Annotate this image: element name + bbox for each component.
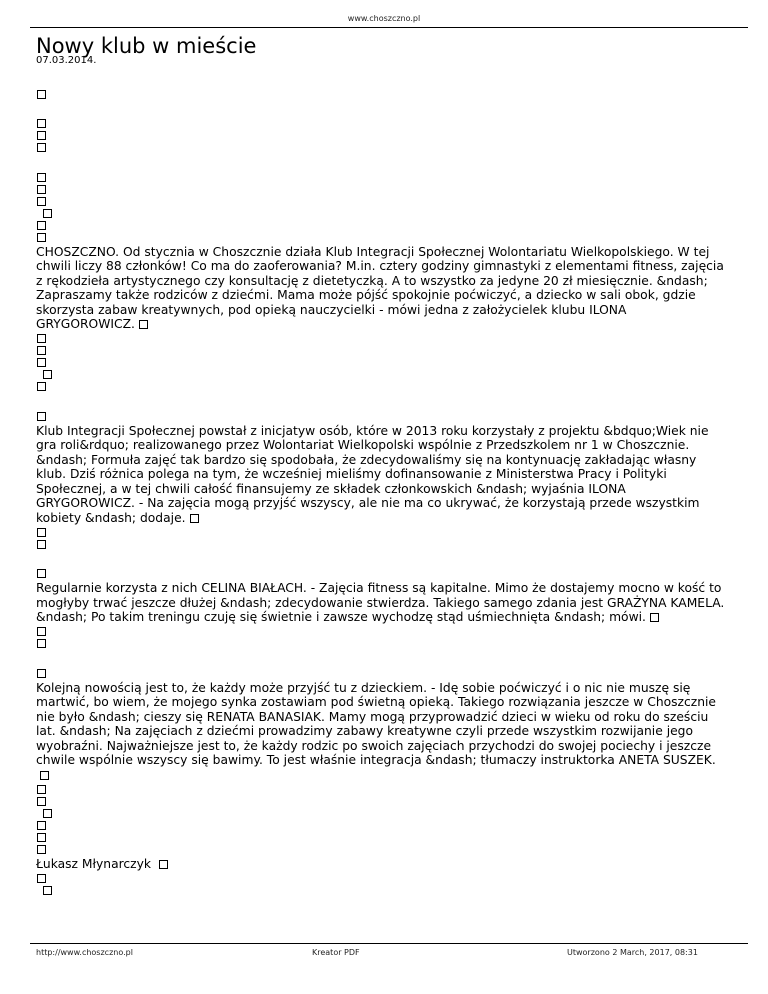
missing-glyph-box <box>37 412 46 421</box>
missing-glyph-box <box>37 540 46 549</box>
missing-glyph-box <box>40 771 49 780</box>
missing-glyph-box <box>37 785 46 794</box>
header-site-url: www.choszczno.pl <box>347 14 421 23</box>
missing-glyph-box <box>37 221 46 230</box>
missing-glyph-box <box>37 845 46 854</box>
missing-glyph-box <box>43 886 52 895</box>
missing-glyph-box <box>37 382 46 391</box>
missing-glyph-box <box>43 209 52 218</box>
missing-glyph-box <box>37 197 46 206</box>
missing-glyph-box <box>37 569 46 578</box>
missing-glyph-box <box>37 639 46 648</box>
missing-glyph-box <box>37 627 46 636</box>
blank-line <box>36 155 726 170</box>
blank-line <box>36 552 726 567</box>
article-paragraph: Kolejną nowością jest to, że każdy może przyjść tu z dzieckiem. - Idę sobie poćwiczyć i o nic nie muszę się martwić, bo wiem, że mojego synka zostawiam pod świetną opieką. Takiego rozwiązania jeszcze w Choszcznie nie było &ndash; cieszy się RENATA BANASIAK. Mamy mogą przyprowadzić dzieci w wieku od roku do sześciu lat. &ndash; Na zajęciach z dziećmi prowadzimy zabawy kreatywne czyli przede wszystkim rozwijanie jego wyobraźni. Najważniejsze jest to, że każdy rodzic po swoich zajęciach przychodzi do swojej pociechy i jeszcze chwile wspólnie wszyscy się bawimy. To jest właśnie integracja &ndash; tłumaczy instruktorka ANETA SUSZEK. <box>36 681 726 783</box>
header-divider <box>30 27 748 28</box>
missing-glyph-box <box>37 119 46 128</box>
article-date: 07.03.2014. <box>36 55 97 66</box>
blank-line <box>36 102 726 117</box>
footer-creator: Kreator PDF <box>312 948 360 957</box>
blank-line <box>36 651 726 666</box>
missing-glyph-box <box>37 669 46 678</box>
missing-glyph-box <box>37 90 46 99</box>
footer-created: Utworzono 2 March, 2017, 08:31 <box>567 948 698 957</box>
footer-divider <box>30 943 748 944</box>
missing-glyph-box <box>37 131 46 140</box>
article-paragraph: Klub Integracji Społecznej powstał z inicjatyw osób, które w 2013 roku korzystały z projektu &bdquo;Wiek nie gra roli&rdquo; realizowanego przez Wolontariat Wielkopolski wspólnie z Przedszkolem nr 1 w Choszcznie. &ndash; Formuła zajęć tak bardzo się spodobała, że zdecydowaliśmy się na kontynuację zakładając własny klub. Dziś różnica polega na tym, że wcześniej mieliśmy dofinansowanie z Ministerstwa Pracy i Polityki Społecznej, a w tej chwili całość finansujemy ze składek członkowskich &ndash; wyjaśnia ILONA GRYGOROWICZ. - Na zajęcia mogą przyjść wszyscy, ale nie ma co ukrywać, że korzystają przede wszystkim kobiety &ndash; dodaje. <box>36 423 709 525</box>
missing-glyph-box <box>37 358 46 367</box>
missing-glyph-box <box>43 370 52 379</box>
missing-glyph-box <box>37 185 46 194</box>
missing-glyph-box <box>37 143 46 152</box>
missing-glyph-box <box>37 233 46 242</box>
missing-glyph-box <box>37 173 46 182</box>
missing-glyph-box <box>37 833 46 842</box>
footer-url: http://www.choszczno.pl <box>36 948 133 957</box>
missing-glyph-box <box>37 346 46 355</box>
missing-glyph-box <box>159 860 168 869</box>
missing-glyph-box <box>37 797 46 806</box>
missing-glyph-box <box>43 809 52 818</box>
article-paragraph: Regularnie korzysta z nich CELINA BIAŁACH. - Zajęcia fitness są kapitalne. Mimo że dostajemy mocno w kość to mogłyby trwać jeszcze dłużej &ndash; zdecydowanie stwierdza. Takiego samego zdania jest GRAŻYNA KAMELA. &ndash; Po takim treningu czuję się świetnie i zawsze wychodzę stąd uśmiechnięta &ndash; mówi. <box>36 581 725 624</box>
article-title: Nowy klub w mieście <box>36 34 257 58</box>
missing-glyph-box <box>139 320 148 329</box>
article-author: Łukasz Młynarczyk <box>36 857 726 872</box>
article-body <box>36 87 726 898</box>
blank-line <box>36 394 726 409</box>
missing-glyph-box <box>37 334 46 343</box>
missing-glyph-box <box>37 874 46 883</box>
missing-glyph-box <box>650 613 659 622</box>
missing-glyph-box <box>190 514 199 523</box>
missing-glyph-box <box>37 528 46 537</box>
missing-glyph-box <box>37 821 46 830</box>
article-paragraph: CHOSZCZNO. Od stycznia w Choszcznie działa Klub Integracji Społecznej Wolontariatu Wielkopolskiego. W tej chwili liczy 88 członków! Co ma do zaoferowania? M.in. cztery godziny gimnastyki z elementami fitness, zajęcia z rękodzieła artystycznego czy konsultację z dietetyczką. A to wszystko za jedyne 20 zł miesięcznie. &ndash; Zapraszamy także rodziców z dziećmi. Mama może pójść spokojnie poćwiczyć, a dziecko w sali obok, gdzie skorzysta zabaw kreatywnych, pod opieką nauczycielki - mówi jedna z założycielek klubu ILONA GRYGOROWICZ. <box>36 244 724 331</box>
